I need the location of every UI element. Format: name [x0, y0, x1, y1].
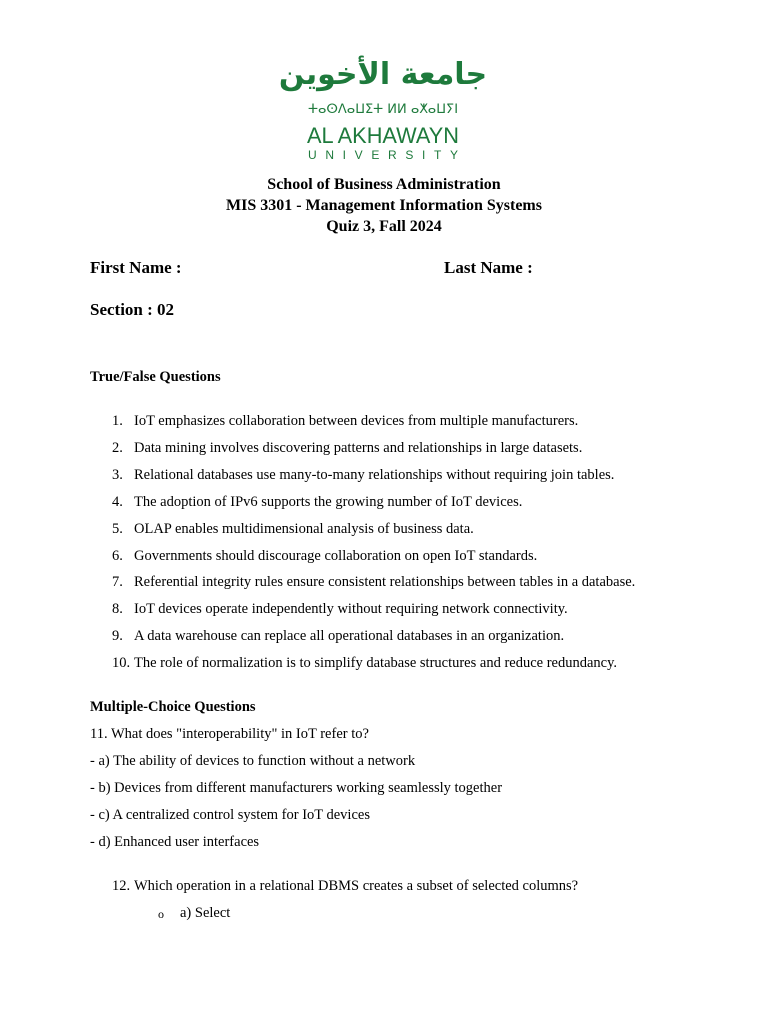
tf-question-text: IoT emphasizes collaboration between devices from multiple manufacturers.: [134, 413, 579, 429]
tf-question-text: IoT devices operate independently without requiring network connectivity.: [134, 601, 568, 618]
question-12-text: Which operation in a relational DBMS creates a subset of selected columns?: [134, 878, 579, 894]
tf-question-item: [112, 628, 564, 645]
section-label: Section : 02: [90, 300, 175, 319]
last-name-label: Last Name :: [444, 258, 533, 277]
tf-question-number: 9.: [112, 628, 123, 645]
q11-option-b: - b) Devices from different manufacturers working seamlessly together: [90, 780, 503, 796]
course-title: MIS 3301 - Management Information Systems: [226, 197, 542, 214]
q12-option-a: a) Select: [180, 905, 231, 921]
tf-question-text: The adoption of IPv6 supports the growing number of IoT devices.: [134, 493, 523, 510]
tf-question-text: A data warehouse can replace all operational databases in an organization.: [134, 628, 565, 645]
tf-question-item: [112, 521, 474, 538]
logo-arabic-text: جامعة الأخوين: [278, 57, 488, 92]
mc-section-title: Multiple-Choice Questions: [90, 699, 256, 715]
question-12-number: 12.: [112, 878, 131, 894]
tf-question-number: 3.: [112, 466, 123, 483]
tf-question-text: Referential integrity rules ensure consistent relationships between tables in a database.: [134, 574, 636, 591]
university-logo: [278, 52, 488, 162]
tf-question-item: [112, 494, 522, 511]
q11-option-c: - c) A centralized control system for IoT devices: [90, 807, 370, 823]
q11-option-a: - a) The ability of devices to function without a network: [90, 753, 416, 769]
first-name-label: First Name :: [90, 258, 182, 277]
school-name: School of Business Administration: [267, 176, 501, 193]
quiz-title: Quiz 3, Fall 2024: [326, 218, 442, 235]
tf-question-text: OLAP enables multidimensional analysis of business data.: [134, 520, 474, 537]
logo-tifinagh-text: ⵜⴰⵙⴷⴰⵡⵉⵜ ⵍⵍ ⴰⵅⴰⵡⵢⵏ: [307, 102, 459, 117]
tf-question-item: [112, 574, 635, 591]
question-12: [112, 878, 578, 895]
tf-question-item: [112, 548, 537, 565]
logo-name-text: AL AKHAWAYN: [307, 123, 459, 148]
q12-option-a-bullet: o: [158, 907, 164, 921]
tf-question-number: 2.: [112, 439, 123, 456]
tf-question-number: 7.: [112, 574, 123, 591]
tf-question-number: 4.: [112, 493, 123, 510]
tf-question-text: The role of normalization is to simplify database structures and reduce redundancy.: [134, 655, 618, 672]
tf-section-title: True/False Questions: [90, 369, 221, 385]
q11-option-d: - d) Enhanced user interfaces: [90, 834, 260, 850]
tf-question-item: [112, 467, 614, 484]
tf-question-item: [112, 440, 582, 457]
tf-question-item: [112, 413, 578, 430]
tf-question-number: 1.: [112, 413, 123, 429]
tf-question-number: 6.: [112, 547, 123, 564]
tf-question-number: 10.: [112, 655, 131, 672]
tf-question-text: Governments should discourage collaboration on open IoT standards.: [134, 547, 538, 564]
tf-question-item: [112, 655, 617, 672]
tf-question-item: [112, 601, 568, 618]
tf-question-text: Relational databases use many-to-many relationships without requiring join tables.: [134, 466, 615, 483]
tf-question-text: Data mining involves discovering patterns and relationships in large datasets.: [134, 439, 583, 456]
tf-question-number: 5.: [112, 520, 123, 537]
question-11: 11. What does "interoperability" in IoT refer to?: [90, 726, 369, 742]
logo-sub-text: UNIVERSITY: [308, 148, 458, 162]
tf-question-number: 8.: [112, 601, 123, 618]
